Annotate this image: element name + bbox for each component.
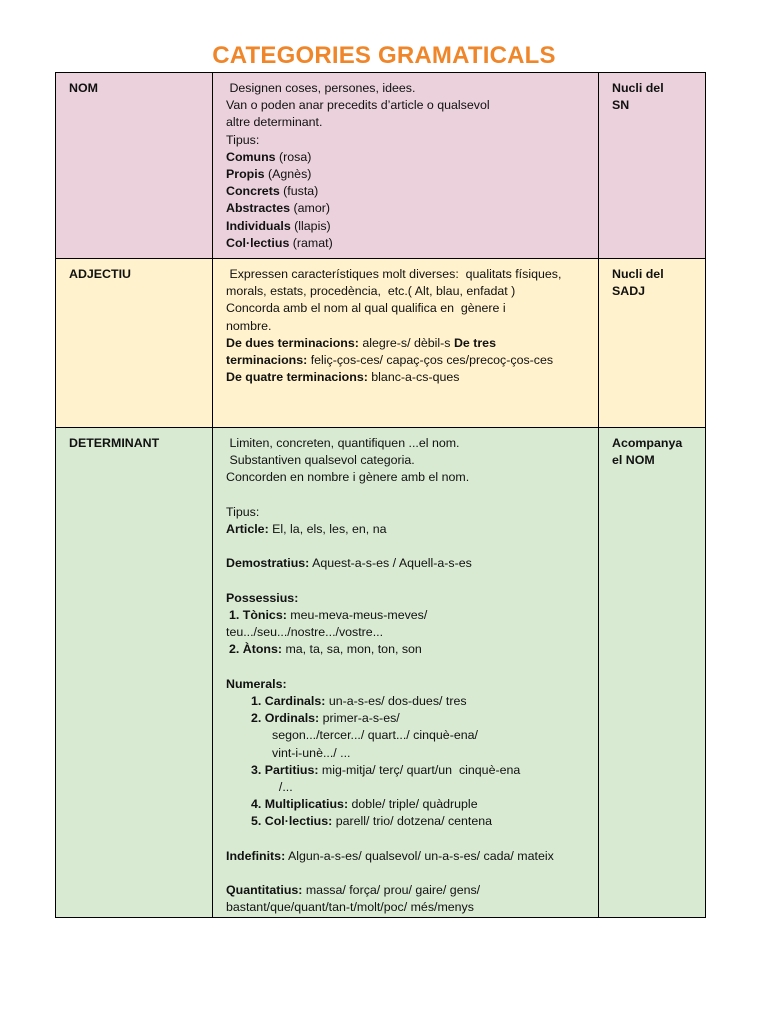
description-line — [226, 848, 590, 865]
term-label: Comuns — [226, 149, 276, 164]
line-text: (fusta) — [279, 184, 319, 199]
line-text: Aquest-a-s-es / Aquell-a-s-es — [309, 556, 472, 571]
table-row-determinant — [56, 428, 706, 918]
grammar-categories-table — [55, 72, 706, 918]
description-line — [226, 218, 590, 235]
description-line — [226, 335, 590, 352]
line-text: mig-mitja/ terç/ quart/un cinquè-ena — [318, 762, 521, 777]
line-text: (ramat) — [289, 235, 333, 250]
line-text: parell/ trio/ dotzena/ centena — [332, 814, 493, 829]
category-label: NOM — [56, 73, 213, 259]
description-line — [226, 149, 590, 166]
term-label: 2. Àtons: — [229, 642, 283, 657]
category-label: ADJECTIU — [56, 259, 213, 428]
function-line: Nucli del — [612, 267, 664, 281]
description-line — [226, 624, 590, 641]
description-line — [226, 369, 590, 386]
description-line — [226, 435, 590, 452]
term-label: Propis — [226, 167, 265, 182]
description-line — [226, 762, 590, 779]
category-description — [213, 428, 599, 918]
description-line — [226, 318, 590, 335]
description-line — [226, 676, 590, 693]
term-label: Abstractes — [226, 201, 291, 216]
line-text: altre determinant. — [226, 115, 323, 130]
category-description — [213, 259, 599, 428]
term-label: terminacions: — [226, 353, 308, 368]
line-text: Limiten, concreten, quantifiquen ...el nom. — [226, 436, 460, 450]
function-line: Acompanya — [612, 436, 683, 450]
line-text: vint-i-unè.../ ... — [272, 745, 351, 760]
line-text: (amor) — [290, 201, 330, 216]
line-text: (rosa) — [275, 149, 312, 164]
line-text: morals, estats, procedència, etc.( Alt, blau, enfadat ) — [226, 284, 516, 299]
line-text: meu-meva-meus-meves/ — [286, 607, 428, 622]
page-title: CATEGORIES GRAMATICALS — [212, 42, 556, 69]
function-line: Nucli del — [612, 81, 664, 95]
term-label: Article: — [226, 522, 269, 536]
term-label: 2. Ordinals: — [251, 711, 320, 726]
description-line — [226, 831, 590, 848]
line-text: Tipus: — [226, 132, 260, 147]
description-line — [226, 573, 590, 590]
line-text: nombre. — [226, 318, 272, 333]
description-line — [226, 710, 590, 727]
term-label: 1. Cardinals: — [251, 693, 326, 708]
line-text: Algun-a-s-es/ qualsevol/ un-a-s-es/ cada/ mateix — [285, 848, 554, 863]
description-line — [226, 745, 590, 762]
term-label: Concrets — [226, 184, 280, 199]
description-line — [226, 166, 590, 183]
line-text: El, la, els, les, en, na — [268, 522, 387, 536]
line-text: Concorda amb el nom al qual qualifica en gènere i — [226, 301, 506, 316]
line-text: massa/ força/ prou/ gaire/ gens/ — [302, 883, 481, 898]
description-line — [226, 865, 590, 882]
term-label: Col·lectius — [226, 235, 290, 250]
description-line — [226, 590, 590, 607]
description-line — [226, 521, 590, 538]
line-text: alegre-s/ dèbil-s — [358, 335, 454, 350]
function-line: SN — [612, 98, 630, 113]
line-text: Substantiven qualsevol categoria. — [226, 453, 415, 468]
description-line — [226, 183, 590, 200]
term-label: De quatre terminacions: — [226, 370, 368, 385]
description-line — [226, 659, 590, 676]
category-function — [599, 428, 706, 918]
line-text: Tipus: — [226, 504, 260, 519]
description-line — [226, 504, 590, 521]
table-row-nom — [56, 73, 706, 259]
function-line: SADJ — [612, 284, 646, 299]
line-text: teu.../seu.../nostre.../vostre... — [226, 625, 384, 640]
description-line — [226, 779, 590, 796]
description-line — [226, 132, 590, 149]
description-line — [226, 80, 590, 97]
description-line — [226, 727, 590, 744]
term-label: Numerals: — [226, 676, 287, 691]
description-line — [226, 796, 590, 813]
description-line — [226, 469, 590, 486]
description-line — [226, 114, 590, 131]
line-text: (Agnès) — [264, 167, 312, 182]
description-line — [226, 641, 590, 658]
description-line — [226, 266, 590, 283]
term-label: De tres — [453, 335, 496, 350]
line-text: Expressen característiques molt diverses: qualitats físiques, — [226, 267, 562, 281]
category-label: DETERMINANT — [56, 428, 213, 918]
description-line — [226, 200, 590, 217]
line-text: segon.../tercer.../ quart.../ cinquè-ena/ — [272, 728, 478, 743]
description-line — [226, 882, 590, 899]
description-line — [226, 607, 590, 624]
line-text: feliç-ços-ces/ capaç-ços ces/precoç-ços-ces — [307, 353, 554, 368]
category-function — [599, 73, 706, 259]
term-label: 4. Multiplicatius: — [251, 797, 349, 812]
line-text: (llapis) — [290, 218, 331, 233]
line-text: Designen coses, persones, idees. — [226, 81, 416, 95]
description-line — [226, 693, 590, 710]
term-label: De dues terminacions: — [226, 335, 359, 350]
term-label: Individuals — [226, 218, 291, 233]
line-text: blanc-a-cs-ques — [367, 370, 460, 385]
description-line — [226, 300, 590, 317]
table-row-adjectiu — [56, 259, 706, 428]
line-text: primer-a-s-es/ — [319, 711, 400, 726]
line-text: /... — [272, 780, 293, 794]
line-text: doble/ triple/ quàdruple — [348, 797, 478, 812]
description-line — [226, 899, 590, 916]
description-line — [226, 352, 590, 369]
category-description — [213, 73, 599, 259]
term-label: Possessius: — [226, 590, 299, 605]
line-text: un-a-s-es/ dos-dues/ tres — [325, 693, 467, 708]
line-text: ma, ta, sa, mon, ton, son — [282, 642, 422, 657]
term-label: Indefinits: — [226, 848, 286, 863]
description-line — [226, 555, 590, 572]
term-label: 1. Tònics: — [229, 607, 287, 622]
line-text: Van o poden anar precedits d’article o qualsevol — [226, 98, 490, 113]
function-line: el NOM — [612, 453, 655, 468]
description-line — [226, 538, 590, 555]
category-function — [599, 259, 706, 428]
line-text: bastant/que/quant/tan-t/molt/poc/ més/menys — [226, 900, 474, 915]
term-label: Quantitatius: — [226, 883, 303, 898]
description-line — [226, 487, 590, 504]
description-line — [226, 235, 590, 252]
term-label: Demostratius: — [226, 556, 310, 571]
term-label: 3. Partitius: — [251, 762, 319, 777]
description-line — [226, 283, 590, 300]
description-line — [226, 813, 590, 830]
line-text: Concorden en nombre i gènere amb el nom. — [226, 470, 470, 485]
description-line — [226, 97, 590, 114]
description-line — [226, 452, 590, 469]
term-label: 5. Col·lectius: — [251, 814, 333, 829]
